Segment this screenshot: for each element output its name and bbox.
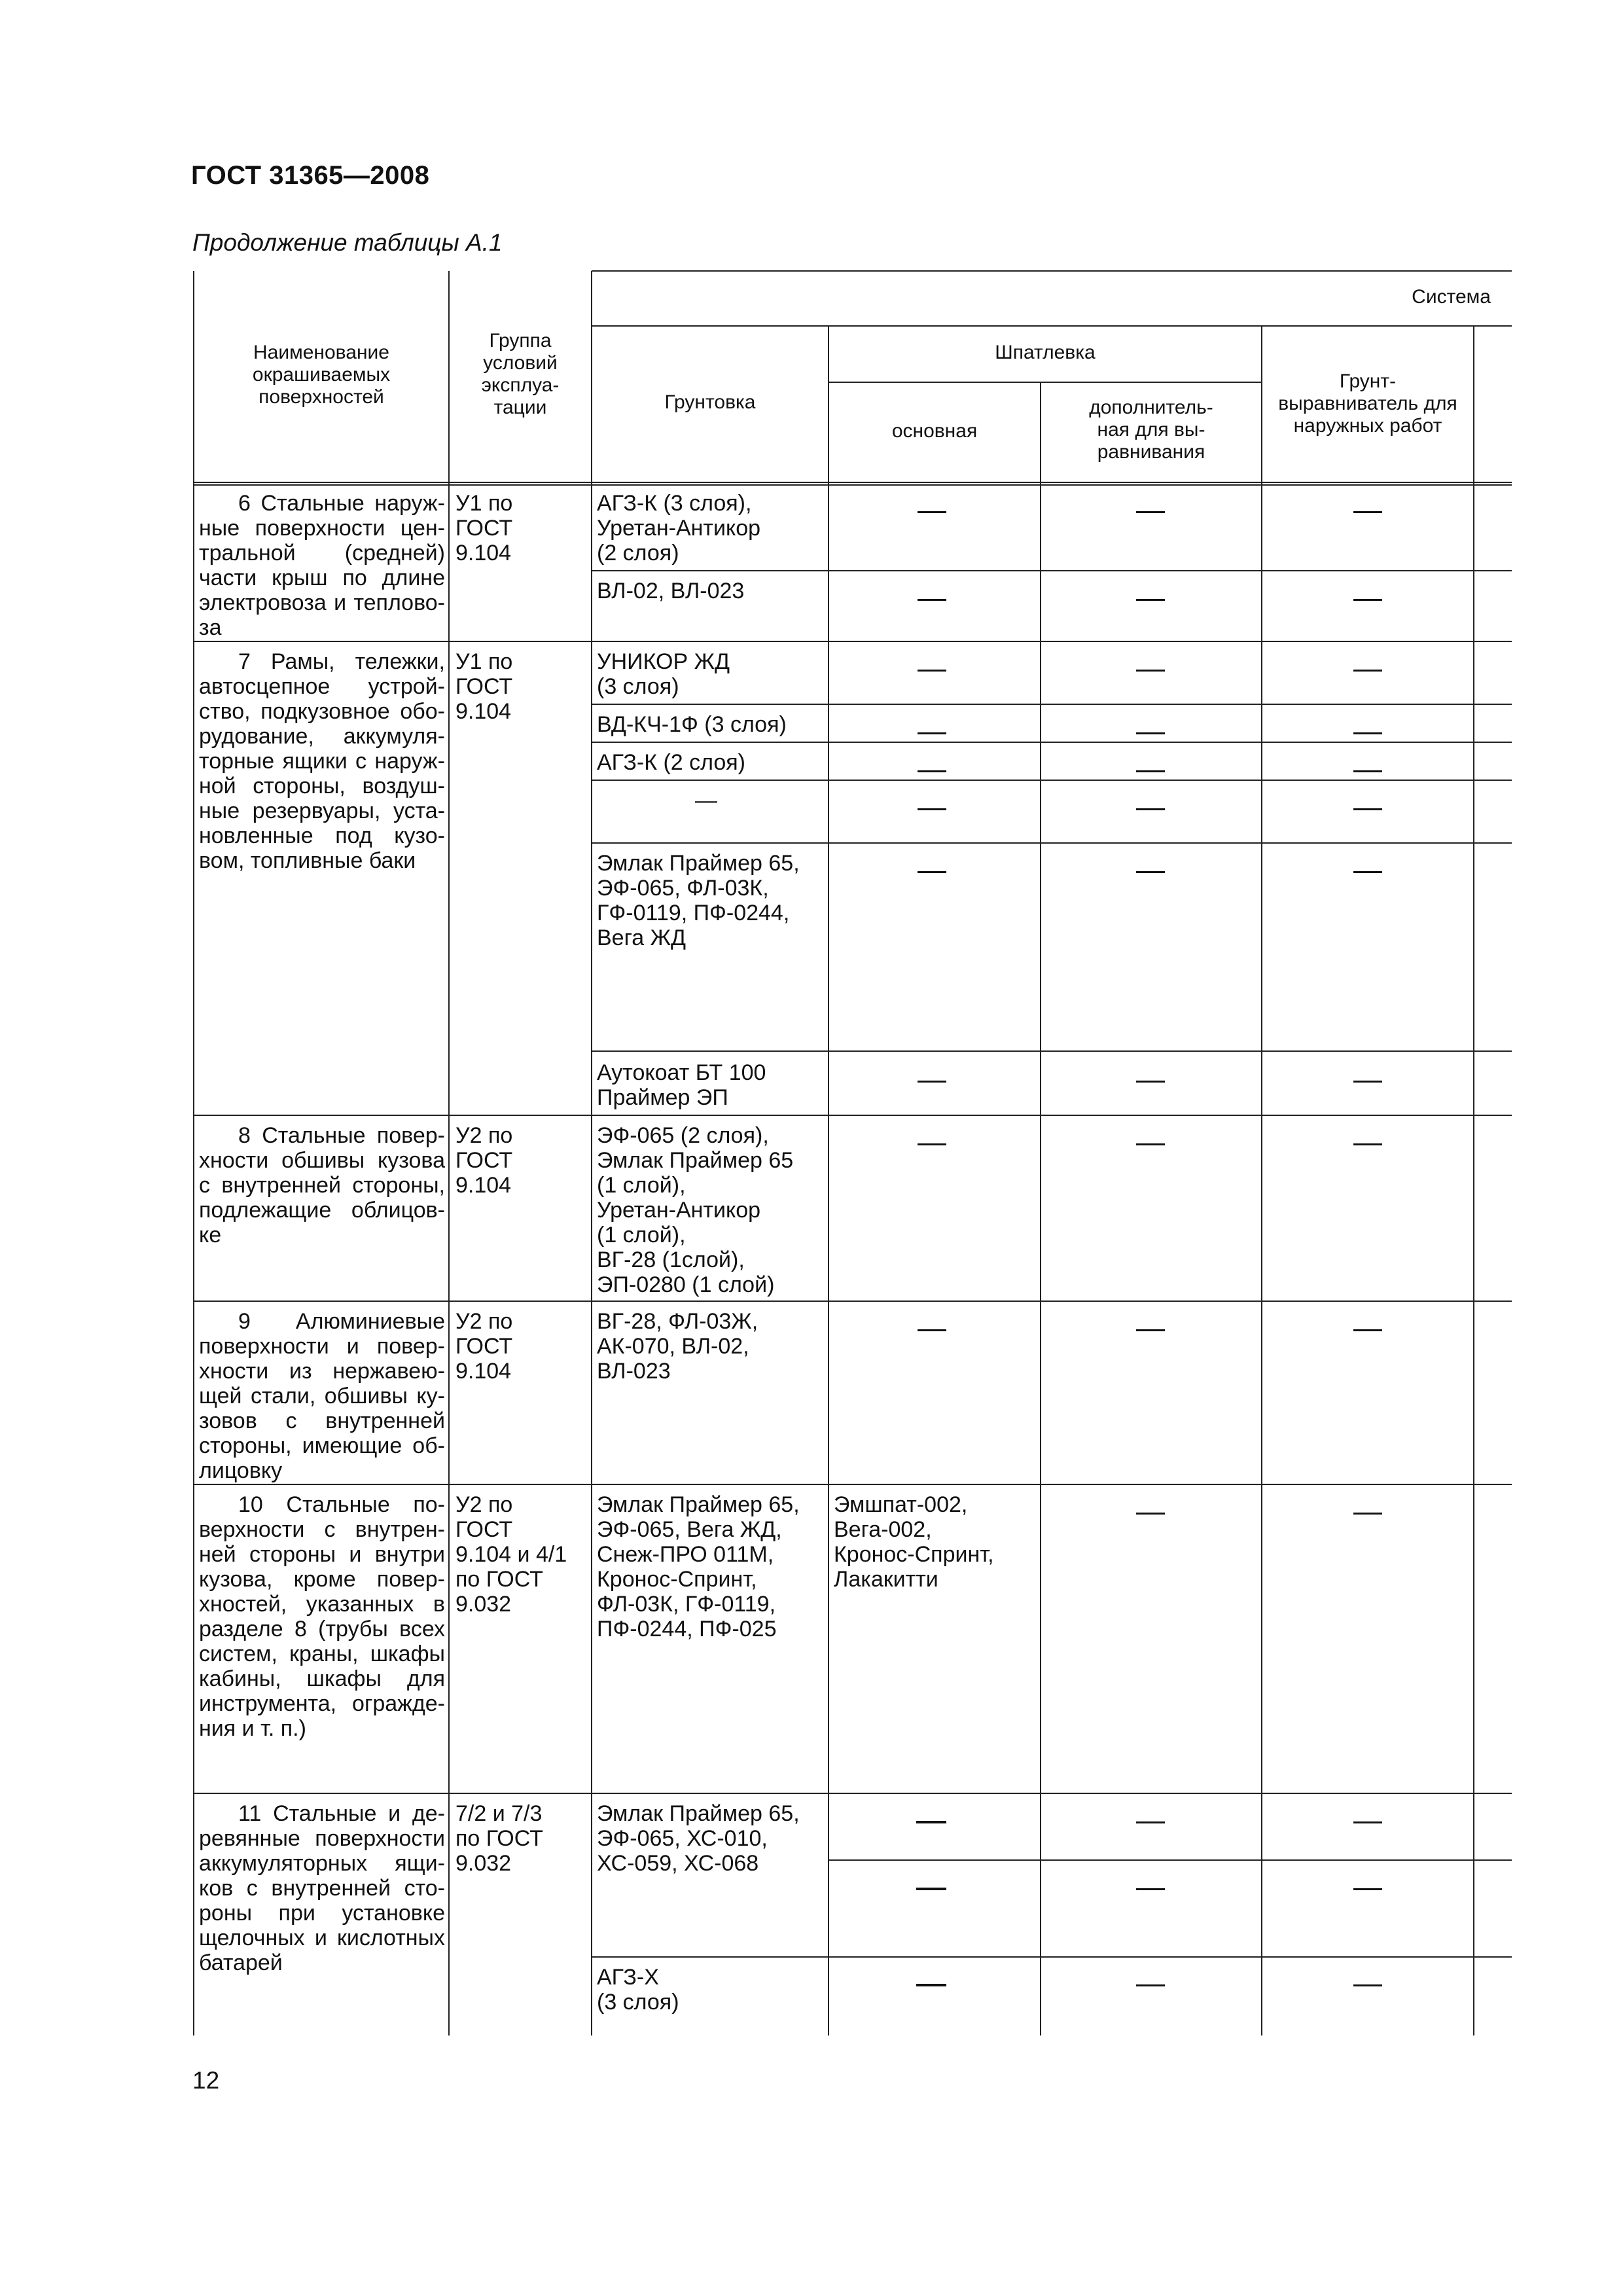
surface-name-line: щей стали, обшивы ку-	[199, 1384, 445, 1408]
empty-cell-dash	[1353, 670, 1382, 672]
surface-name-line: ной стороны, воздуш-	[199, 774, 445, 798]
empty-cell-dash	[918, 1143, 946, 1145]
primer-cell: АГЗ-Х (3 слоя)	[597, 1965, 679, 2015]
empty-cell-dash	[1136, 1888, 1165, 1890]
primer-cell: —	[695, 788, 717, 813]
empty-cell-dash	[1353, 1143, 1382, 1145]
surface-name-line: 9 Алюминиевые	[238, 1309, 445, 1334]
empty-cell-dash	[1136, 670, 1165, 672]
putty-main-cell: Эмшпат-002, Вега-002, Кронос-Спринт, Лакакитти	[834, 1492, 994, 1592]
empty-cell-dash	[1353, 1984, 1382, 1986]
empty-cell-dash	[1353, 1888, 1382, 1890]
empty-cell-dash	[916, 1821, 946, 1823]
surface-name-line: за	[199, 615, 222, 640]
page-number: 12	[192, 2067, 220, 2094]
surface-name-line: новленные под кузо-	[199, 823, 445, 848]
header-putty-main: основная	[891, 420, 978, 442]
empty-cell-dash	[918, 1329, 946, 1331]
empty-cell-dash	[1353, 1821, 1382, 1823]
surface-name-line: автосцепное устрой-	[199, 674, 445, 699]
surface-name-line: ные резервуары, уста-	[199, 798, 445, 823]
empty-cell-dash	[918, 1081, 946, 1083]
surface-name-line: роны при установке	[199, 1901, 445, 1926]
empty-cell-dash	[1136, 1984, 1165, 1986]
surface-name-line: аккумуляторных ящи-	[199, 1851, 445, 1876]
surface-name-line: рудование, аккумуля-	[199, 724, 445, 749]
header-system: Система	[1412, 286, 1491, 308]
empty-cell-dash	[1353, 770, 1382, 772]
surface-name-line: стороны, имеющие об-	[199, 1433, 445, 1458]
operating-group-cell: У2 по ГОСТ 9.104	[455, 1309, 513, 1384]
empty-cell-dash	[918, 871, 946, 873]
surface-name-line: хности из нержавею-	[199, 1359, 445, 1384]
surface-name-line: ней стороны и внутри	[199, 1542, 445, 1567]
surface-name-line: ке	[199, 1223, 222, 1247]
primer-cell: Эмлак Праймер 65, ЭФ-065, ХС-010, ХС-059, ХС-068	[597, 1801, 800, 1876]
empty-cell-dash	[1136, 599, 1165, 601]
surface-name-line: хности обшивы кузова	[199, 1148, 445, 1173]
empty-cell-dash	[1353, 732, 1382, 734]
surface-name-line: разделе 8 (трубы всех	[199, 1617, 445, 1641]
primer-cell: АГЗ-К (2 слоя)	[597, 750, 745, 775]
empty-cell-dash	[918, 808, 946, 810]
surface-name-line: электровоза и теплово-	[199, 590, 445, 615]
surface-name-line: ния и т. п.)	[199, 1716, 306, 1741]
operating-group-cell: У2 по ГОСТ 9.104	[455, 1123, 513, 1198]
surface-name-line: с внутренней стороны,	[199, 1173, 445, 1198]
table-caption: Продолжение таблицы А.1	[192, 229, 503, 256]
surface-name-line: 6 Стальные наруж-	[238, 491, 445, 516]
empty-cell-dash	[916, 1888, 946, 1890]
document-title: ГОСТ 31365—2008	[191, 161, 430, 190]
surface-name-line: зовов с внутренней	[199, 1408, 445, 1433]
primer-cell: ВГ-28, ФЛ-03Ж, АК-070, ВЛ-02, ВЛ-023	[597, 1309, 758, 1384]
operating-group-cell: 7/2 и 7/3 по ГОСТ 9.032	[455, 1801, 543, 1876]
empty-cell-dash	[918, 670, 946, 672]
empty-cell-dash	[1353, 511, 1382, 513]
operating-group-cell: У1 по ГОСТ 9.104	[455, 649, 513, 724]
header-operating-group: Группа условий эксплуа- тации	[481, 330, 560, 418]
surface-name-line: 8 Стальные повер-	[238, 1123, 445, 1148]
surface-name-line: хностей, указанных в	[199, 1592, 445, 1617]
surface-name-line: части крыш по длине	[199, 565, 445, 590]
surface-name-line: ство, подкузовное обо-	[199, 699, 445, 724]
empty-cell-dash	[1136, 511, 1165, 513]
empty-cell-dash	[1136, 1081, 1165, 1083]
empty-cell-dash	[1136, 732, 1165, 734]
empty-cell-dash	[918, 599, 946, 601]
surface-name-line: батарей	[199, 1950, 283, 1975]
empty-cell-dash	[918, 511, 946, 513]
empty-cell-dash	[1136, 1143, 1165, 1145]
surface-name-line: систем, краны, шкафы	[199, 1641, 445, 1666]
empty-cell-dash	[1353, 1329, 1382, 1331]
primer-cell: Эмлак Праймер 65, ЭФ-065, Вега ЖД, Снеж-ПРО 011М, Кронос-Спринт, ФЛ-03К, ГФ-0119, ПФ-0244, ПФ-025	[597, 1492, 800, 1641]
surface-name-line: поверхности и повер-	[199, 1334, 445, 1359]
header-primer: Грунтовка	[664, 391, 756, 413]
header-putty-extra: дополнитель- ная для вы- равнивания	[1089, 397, 1213, 463]
primer-cell: Эмлак Праймер 65, ЭФ-065, ФЛ-03К, ГФ-0119, ПФ-0244, Вега ЖД	[597, 851, 800, 950]
operating-group-cell: У1 по ГОСТ 9.104	[455, 491, 513, 565]
empty-cell-dash	[916, 1984, 946, 1986]
empty-cell-dash	[1136, 770, 1165, 772]
header-surface-name: Наименование окрашиваемых поверхностей	[252, 342, 391, 408]
empty-cell-dash	[918, 770, 946, 772]
surface-name-line: вом, топливные баки	[199, 848, 416, 873]
empty-cell-dash	[1353, 871, 1382, 873]
surface-name-line: 11 Стальные и де-	[238, 1801, 445, 1826]
header-putty: Шпатлевка	[995, 342, 1096, 363]
empty-cell-dash	[1136, 1821, 1165, 1823]
surface-name-line: щелочных и кислотных	[199, 1926, 445, 1950]
surface-name-line: кузова, кроме повер-	[199, 1567, 445, 1592]
empty-cell-dash	[1136, 1329, 1165, 1331]
surface-name-line: тральной (средней)	[199, 541, 445, 565]
surface-name-line: кабины, шкафы для	[199, 1666, 445, 1691]
surface-name-line: торные ящики с наруж-	[199, 749, 445, 774]
empty-cell-dash	[918, 732, 946, 734]
surface-name-line: инструмента, огражде-	[199, 1691, 445, 1716]
surface-name-line: верхности с внутрен-	[199, 1517, 445, 1542]
surface-name-line: 7 Рамы, тележки,	[238, 649, 445, 674]
empty-cell-dash	[1353, 1081, 1382, 1083]
primer-cell: УНИКОР ЖД (3 слоя)	[597, 649, 730, 699]
empty-cell-dash	[1136, 1513, 1165, 1515]
primer-cell: ЭФ-065 (2 слоя), Эмлак Праймер 65 (1 слой), Уретан-Антикор (1 слой), ВГ-28 (1слой), ЭП-0280 (1 слой)	[597, 1123, 794, 1297]
empty-cell-dash	[1136, 808, 1165, 810]
surface-name-line: ные поверхности цен-	[199, 516, 445, 541]
empty-cell-dash	[1136, 871, 1165, 873]
primer-cell: Аутокоат БТ 100 Праймер ЭП	[597, 1060, 766, 1110]
header-leveler: Грунт- выравниватель для наружных работ	[1278, 370, 1457, 437]
surface-name-line: 10 Стальные по-	[238, 1492, 445, 1517]
empty-cell-dash	[1353, 808, 1382, 810]
surface-name-line: лицовку	[199, 1458, 283, 1483]
empty-cell-dash	[1353, 599, 1382, 601]
operating-group-cell: У2 по ГОСТ 9.104 и 4/1 по ГОСТ 9.032	[455, 1492, 567, 1617]
surface-name-line: ков с внутренней сто-	[199, 1876, 445, 1901]
surface-name-line: подлежащие облицов-	[199, 1198, 445, 1223]
primer-cell: ВД-КЧ-1Ф (3 слоя)	[597, 712, 787, 737]
primer-cell: АГЗ-К (3 слоя), Уретан-Антикор (2 слоя)	[597, 491, 761, 565]
empty-cell-dash	[1353, 1513, 1382, 1515]
surface-name-line: ревянные поверхности	[199, 1826, 445, 1851]
primer-cell: ВЛ-02, ВЛ-023	[597, 579, 745, 603]
